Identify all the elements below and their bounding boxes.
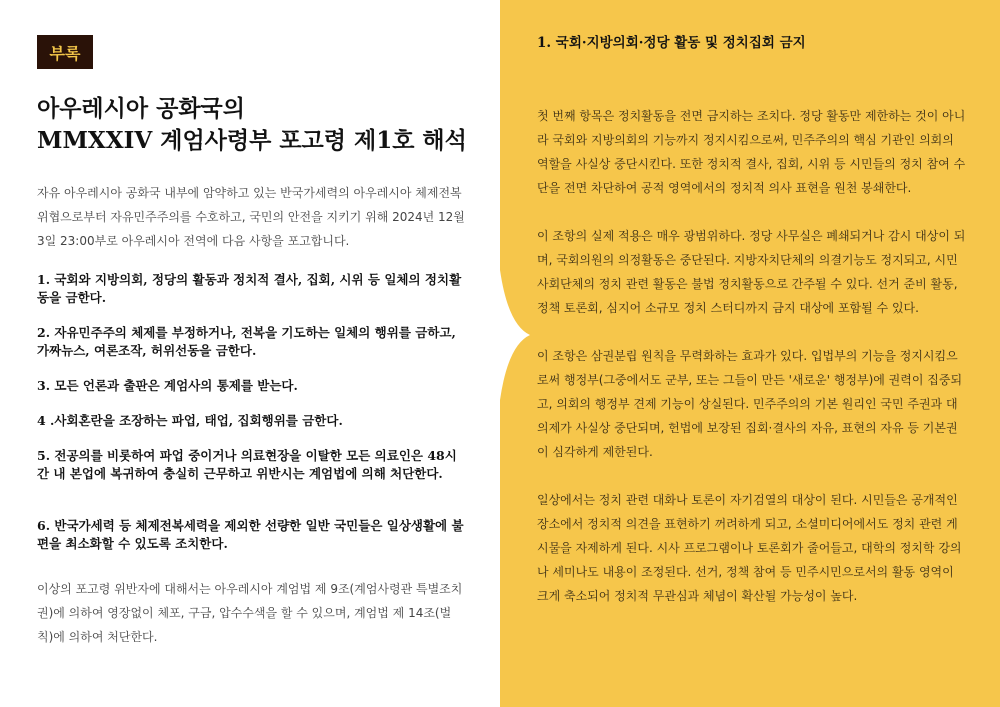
intro-paragraph: 자유 아우레시아 공화국 내부에 암약하고 있는 반국가세력의 아우레시아 체제전복 위협으로부터 자유민주주의를 수호하고, 국민의 안전을 지키기 위해 2024년 12월 3일 23:00부로 아우레시아 전역에 다음 사항을 포고합니다. (37, 186, 465, 248)
right-page (500, 0, 1000, 707)
closing-paragraph: 이상의 포고령 위반자에 대해서는 아우레시아 계엄법 제 9조(계엄사령관 특별조치권)에 의하여 영장없이 체포, 구금, 압수수색을 할 수 있으며, 계엄법 제 14조(벌칙)에 의하여 처단한다. (37, 582, 463, 644)
body-paragraph-1: 첫 번째 항목은 정치활동을 전면 금지하는 조치다. 정당 활동만 제한하는 것이 아니라 국회와 지방의회의 기능까지 정지시킴으로써, 민주주의의 핵심 기관인 의회의 역할을 사실상 중단시킨다. 또한 정치적 결사, 집회, 시위 등 시민들의 정치 참여 수단을 전면 차단하여 공적 영역에서의 정치적 의사 표현을 원천 봉쇄한다. (537, 109, 966, 195)
body-paragraph-2: 이 조항의 실제 적용은 매우 광범위하다. 정당 사무실은 폐쇄되거나 감시 대상이 되며, 국회의원의 의정활동은 중단된다. 지방자치단체의 의결기능도 정지되고, 시민사회단체의 정치 관련 활동은 불법 정치활동으로 간주될 수 있다. 선거 준비 활동, 정책 토론회, 심지어 소규모 정치 스터디까지 금지 대상에 포함될 수 있다. (537, 229, 966, 315)
decree-article-1: 1. 국회와 지방의회, 정당의 활동과 정치적 결사, 집회, 시위 등 일체의 정치활동을 금한다. (37, 272, 462, 305)
decree-article-3: 3. 모든 언론과 출판은 계엄사의 통제를 받는다. (37, 378, 298, 393)
page-title (37, 93, 477, 157)
appendix-badge: 부록 (37, 35, 93, 69)
section-body (537, 104, 967, 632)
title-line-1: 아우레시아 공화국의 (37, 95, 245, 122)
title-line-2: MMXXIV 계엄사령부 포고령 제1호 해석 (37, 127, 467, 154)
section-heading: 1. 국회·지방의회·정당 활동 및 정치집회 금지 (537, 35, 806, 51)
decree-article-4: 4 .사회혼란을 조장하는 파업, 태업, 집회행위를 금한다. (37, 413, 343, 428)
body-paragraph-4: 일상에서는 정치 관련 대화나 토론이 자기검열의 대상이 된다. 시민들은 공개적인 장소에서 정치적 의견을 표현하기 꺼려하게 되고, 소셜미디어에서도 정치 관련 게시물을 자제하게 된다. 시사 프로그램이나 토론회가 줄어들고, 대학의 정치학 강의나 세미나도 내용이 조정된다. 선거, 정책 참여 등 민주시민으로서의 활동 영역이 크게 축소되어 정치적 무관심과 체념이 확산될 가능성이 높다. (537, 493, 962, 603)
body-paragraph-3: 이 조항은 삼권분립 원칙을 무력화하는 효과가 있다. 입법부의 기능을 정지시킴으로써 행정부(그중에서도 군부, 또는 그들이 만든 '새로운' 행정부)에 권력이 집중되고, 의회의 행정부 견제 기능이 상실된다. 민주주의의 기본 원리인 국민 주권과 대의제가 사실상 중단되며, 헌법에 보장된 집회·결사의 자유, 표현의 자유 등 기본권이 심각하게 제한된다. (537, 349, 963, 459)
speech-notch-shape (500, 0, 540, 707)
decree-article-6: 6. 반국가세력 등 체제전복세력을 제외한 선량한 일반 국민들은 일상생활에 불편을 최소화할 수 있도록 조치한다. (37, 518, 464, 551)
decree-article-2: 2. 자유민주주의 체제를 부정하거나, 전복을 기도하는 일체의 행위를 금하고, 가짜뉴스, 여론조작, 허위선동을 금한다. (37, 325, 456, 358)
decree-article-5: 5. 전공의를 비롯하여 파업 중이거나 의료현장을 이탈한 모든 의료인은 48시간 내 본업에 복귀하여 충실히 근무하고 위반시는 계엄법에 의해 처단한다. (37, 448, 457, 481)
